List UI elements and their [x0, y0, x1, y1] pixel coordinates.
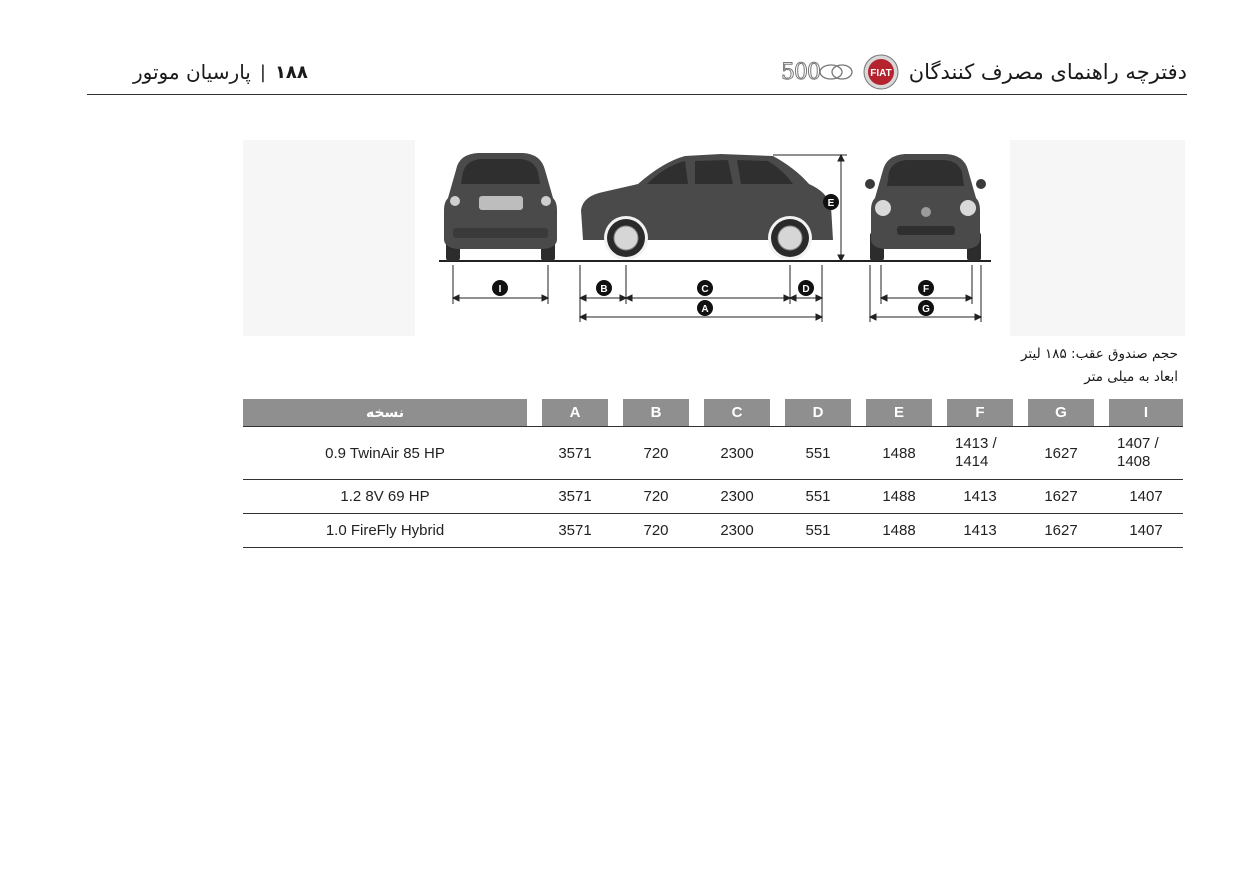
header-G: G [1028, 399, 1094, 426]
header-separator: | [259, 61, 266, 83]
rear-view-car [444, 153, 557, 261]
header-version: نسخه [243, 399, 527, 426]
cell-I: 1407 [1129, 488, 1163, 505]
cell-C: 2300 [720, 522, 754, 539]
cell-D: 551 [805, 522, 831, 539]
cell-I: 1407 / 1408 [1117, 435, 1159, 470]
trunk-volume-note: حجم صندوق عقب: ۱۸۵ لیتر [1020, 346, 1178, 362]
cell-G: 1627 [1044, 488, 1078, 505]
manual-title: دفترچه راهنمای مصرف کنندگان [908, 60, 1187, 84]
cell-D: 551 [805, 488, 831, 505]
header-F: F [947, 399, 1013, 426]
table-row [243, 427, 1183, 480]
publisher-name: پارسیان موتور [133, 60, 251, 84]
cell-B: 720 [643, 488, 669, 505]
dim-label-D: D [802, 284, 810, 295]
dim-label-B: B [600, 284, 608, 295]
fiat-500-logo [779, 60, 853, 84]
cell-E: 1488 [882, 444, 916, 462]
table-header [243, 399, 1183, 427]
header-left [133, 60, 308, 84]
dimensions-diagram-svg [243, 140, 1185, 336]
cell-F: 1413 [963, 522, 997, 539]
header-B: B [623, 399, 689, 426]
dim-label-F: F [922, 284, 930, 295]
cell-E: 1488 [882, 522, 916, 539]
fiat-logo [863, 54, 899, 90]
cell-E: 1488 [882, 488, 916, 505]
cell-A: 3571 [558, 444, 592, 462]
header-E: E [866, 399, 932, 426]
cell-G: 1627 [1044, 444, 1078, 462]
cell-A: 3571 [558, 488, 592, 505]
model-logo-text: 500 [780, 60, 820, 84]
page-header [87, 52, 1187, 95]
dim-label-G: G [922, 304, 930, 315]
header-right [779, 54, 1187, 90]
units-note: ابعاد به میلی متر [1084, 369, 1178, 385]
header-I: I [1109, 399, 1183, 426]
cell-F: 1413 [963, 488, 997, 505]
page-number: ۱۸۸ [274, 61, 308, 83]
header-A: A [542, 399, 608, 426]
cell-B: 720 [643, 444, 669, 462]
cell-A: 3571 [558, 522, 592, 539]
cell-version: 1.0 FireFly Hybrid [325, 522, 445, 539]
front-view-car [865, 154, 986, 261]
header-C: C [704, 399, 770, 426]
cell-G: 1627 [1044, 522, 1078, 539]
cell-D: 551 [805, 444, 831, 462]
dimensions-diagram [243, 140, 1185, 336]
cell-F: 1413 / 1414 [955, 435, 997, 470]
dimension-notes [1021, 343, 1178, 389]
table-row [243, 514, 1183, 548]
fiat-logo-text: FIAT [869, 68, 892, 79]
cell-C: 2300 [720, 444, 754, 462]
dim-label-A: A [701, 304, 709, 315]
table-row [243, 480, 1183, 514]
cell-C: 2300 [720, 488, 754, 505]
dimensions-table [243, 399, 1183, 548]
cell-B: 720 [643, 522, 669, 539]
dim-label-I: I [498, 284, 502, 295]
cell-version: 0.9 TwinAir 85 HP [325, 444, 445, 462]
cell-version: 1.2 8V 69 HP [340, 488, 430, 505]
cell-I: 1407 [1129, 522, 1163, 539]
header-D: D [785, 399, 851, 426]
dim-label-E: E [827, 198, 835, 209]
dim-label-C: C [701, 284, 709, 295]
